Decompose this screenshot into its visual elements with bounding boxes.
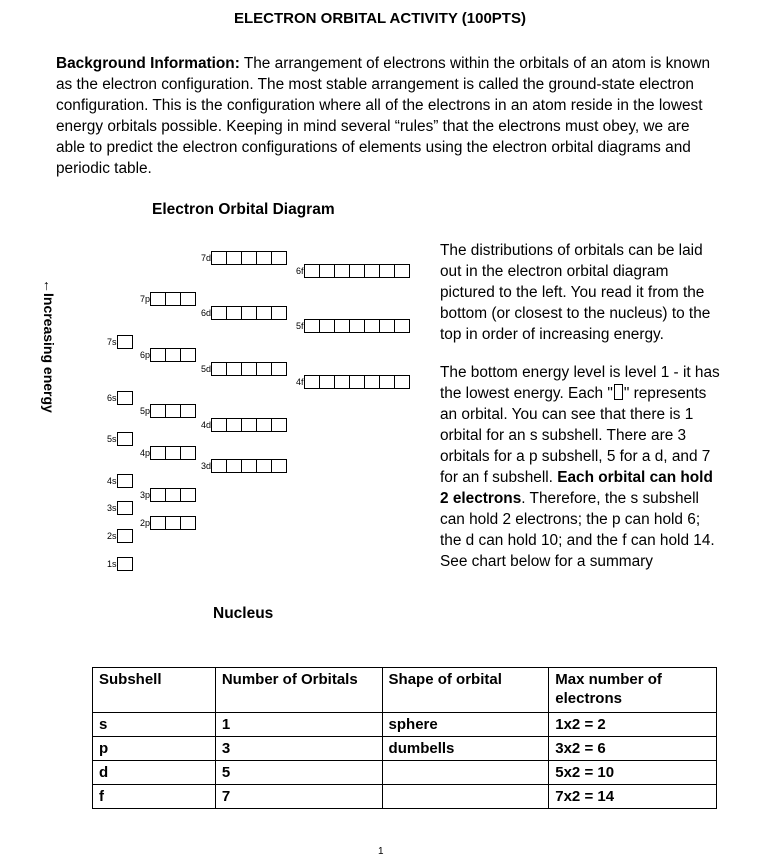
table-cell	[382, 761, 549, 785]
orbital-box	[211, 418, 227, 432]
orbital-box	[117, 529, 133, 543]
table-cell: 5	[215, 761, 382, 785]
energy-axis-label: ←Increasing energy	[41, 279, 57, 413]
orbital-box	[364, 264, 380, 278]
orbital-label: 3p	[140, 490, 151, 500]
orbital-box	[349, 375, 365, 389]
orbital-5f	[296, 319, 410, 333]
orbital-box	[165, 488, 181, 502]
table-cell: 1x2 = 2	[549, 713, 717, 737]
description-bold-rule: Each orbital can hold 2 electrons	[440, 469, 713, 507]
orbital-box	[271, 362, 287, 376]
orbital-box	[364, 319, 380, 333]
orbital-4p	[140, 446, 196, 460]
orbital-label: 1s	[107, 559, 117, 569]
orbital-box	[319, 375, 335, 389]
orbital-box	[150, 348, 166, 362]
orbital-5d	[201, 362, 287, 376]
orbital-box	[241, 362, 257, 376]
table-cell: 5x2 = 10	[549, 761, 717, 785]
orbital-box	[304, 375, 320, 389]
orbital-3s	[107, 501, 133, 515]
orbital-box	[319, 264, 335, 278]
table-cell: d	[93, 761, 216, 785]
table-row	[93, 737, 717, 761]
orbital-6p	[140, 348, 196, 362]
table-cell	[382, 785, 549, 809]
orbital-box	[150, 516, 166, 530]
table-cell: 7	[215, 785, 382, 809]
orbital-label: 4p	[140, 448, 151, 458]
orbital-label: 2s	[107, 531, 117, 541]
orbital-7p	[140, 292, 196, 306]
orbital-label: 6s	[107, 393, 117, 403]
orbital-box	[226, 306, 242, 320]
orbital-6s	[107, 391, 133, 405]
orbital-label: 4f	[296, 377, 304, 387]
orbital-box	[117, 391, 133, 405]
orbital-box	[180, 446, 196, 460]
orbital-box	[165, 292, 181, 306]
orbital-box	[394, 264, 410, 278]
orbital-6f	[296, 264, 410, 278]
orbital-box	[334, 264, 350, 278]
orbital-3p	[140, 488, 196, 502]
table-cell: dumbells	[382, 737, 549, 761]
background-heading: Background Information:	[56, 55, 240, 72]
summary-table	[92, 667, 717, 809]
orbital-6d	[201, 306, 287, 320]
orbital-box	[349, 264, 365, 278]
description-paragraph-1: The distributions of orbitals can be laid out in the electron orbital diagram pictured to the left. You read it from the bottom (or closest to the nucleus) to the top in order of increasing energy.	[440, 242, 711, 343]
orbital-7s	[107, 335, 133, 349]
orbital-label: 6d	[201, 308, 212, 318]
orbital-5s	[107, 432, 133, 446]
orbital-box	[180, 292, 196, 306]
table-cell: sphere	[382, 713, 549, 737]
orbital-2p	[140, 516, 196, 530]
orbital-box	[180, 348, 196, 362]
orbital-box	[117, 557, 133, 571]
table-row	[93, 713, 717, 737]
orbital-box	[150, 292, 166, 306]
table-header-cell: Subshell	[93, 668, 216, 713]
page-title: ELECTRON ORBITAL ACTIVITY (100PTS)	[234, 10, 526, 27]
orbital-box-icon	[614, 384, 623, 400]
orbital-label: 4d	[201, 420, 212, 430]
orbital-4d	[201, 418, 287, 432]
orbital-box	[165, 516, 181, 530]
table-cell: 1	[215, 713, 382, 737]
orbital-box	[226, 459, 242, 473]
orbital-box	[364, 375, 380, 389]
orbital-box	[241, 306, 257, 320]
orbital-label: 3d	[201, 461, 212, 471]
orbital-box	[241, 251, 257, 265]
orbital-box	[256, 459, 272, 473]
orbital-box	[394, 375, 410, 389]
orbital-4s	[107, 474, 133, 488]
orbital-box	[211, 459, 227, 473]
orbital-box	[334, 319, 350, 333]
orbital-box	[349, 319, 365, 333]
background-text: The arrangement of electrons within the orbitals of an atom is known as the electron configuration. The most stable arrangement is called the ground-state electron configuration. This is the configuration where all of the electrons in an atom reside in the lowest energy orbitals possible. Keeping in mind several “rules” that the electrons must obey, we are able to predict the electron configurations of elements using the electron orbital diagrams and periodic table.	[56, 55, 711, 177]
orbital-label: 7p	[140, 294, 151, 304]
orbital-box	[334, 375, 350, 389]
table-cell: s	[93, 713, 216, 737]
orbital-box	[271, 459, 287, 473]
orbital-box	[117, 474, 133, 488]
table-cell: p	[93, 737, 216, 761]
orbital-box	[256, 306, 272, 320]
nucleus-label: Nucleus	[213, 605, 274, 622]
orbital-box	[226, 251, 242, 265]
orbital-label: 5s	[107, 434, 117, 444]
orbital-label: 5d	[201, 364, 212, 374]
orbital-5p	[140, 404, 196, 418]
table-row	[93, 761, 717, 785]
orbital-box	[117, 335, 133, 349]
orbital-7d	[201, 251, 287, 265]
orbital-box	[256, 251, 272, 265]
orbital-box	[150, 404, 166, 418]
orbital-box	[379, 319, 395, 333]
background-paragraph	[56, 53, 716, 179]
orbital-box	[211, 251, 227, 265]
diagram-title: Electron Orbital Diagram	[152, 201, 335, 218]
orbital-1s	[107, 557, 133, 571]
orbital-box	[211, 362, 227, 376]
orbital-label: 5p	[140, 406, 151, 416]
orbital-box	[180, 404, 196, 418]
table-cell: 3	[215, 737, 382, 761]
orbital-4f	[296, 375, 410, 389]
table-header-row	[93, 668, 717, 713]
orbital-box	[304, 264, 320, 278]
orbital-label: 6f	[296, 266, 304, 276]
description-paragraph-2	[440, 362, 720, 572]
orbital-box	[271, 306, 287, 320]
table-header-cell: Shape of orbital	[382, 668, 549, 713]
orbital-box	[256, 418, 272, 432]
orbital-box	[256, 362, 272, 376]
orbital-box	[241, 459, 257, 473]
orbital-label: 5f	[296, 321, 304, 331]
orbital-label: 6p	[140, 350, 151, 360]
description-text-b: " represents an orbital. You can see that there is 1 orbital for an s subshell. There are 3 orbitals for a p subshell, 5 for a d, and 7 for an f subshell.	[440, 385, 711, 486]
orbital-label: 7s	[107, 337, 117, 347]
orbital-box	[226, 362, 242, 376]
orbital-box	[150, 446, 166, 460]
orbital-box	[180, 488, 196, 502]
orbital-box	[165, 348, 181, 362]
table-row	[93, 785, 717, 809]
table-cell: 7x2 = 14	[549, 785, 717, 809]
orbital-label: 3s	[107, 503, 117, 513]
table-header-cell: Max number of electrons	[549, 668, 717, 713]
orbital-box	[241, 418, 257, 432]
orbital-box	[211, 306, 227, 320]
description-text-a: The bottom energy level is level 1 - it has the lowest energy. Each "	[440, 364, 720, 402]
orbital-box	[117, 501, 133, 515]
orbital-3d	[201, 459, 287, 473]
orbital-box	[180, 516, 196, 530]
orbital-box	[165, 404, 181, 418]
page-number: 1	[378, 846, 384, 857]
table-cell: f	[93, 785, 216, 809]
orbital-box	[226, 418, 242, 432]
table-cell: 3x2 = 6	[549, 737, 717, 761]
orbital-box	[379, 264, 395, 278]
orbital-label: 7d	[201, 253, 212, 263]
orbital-box	[271, 418, 287, 432]
table-header-cell: Number of Orbitals	[215, 668, 382, 713]
orbital-2s	[107, 529, 133, 543]
orbital-box	[394, 319, 410, 333]
orbital-label: 2p	[140, 518, 151, 528]
orbital-box	[165, 446, 181, 460]
orbital-box	[150, 488, 166, 502]
orbital-box	[117, 432, 133, 446]
orbital-box	[379, 375, 395, 389]
orbital-box	[271, 251, 287, 265]
orbital-box	[319, 319, 335, 333]
description-text-c: . Therefore, the s subshell can hold 2 electrons; the p can hold 6; the d can hold 10; and the f can hold 14. See chart below for a summary	[440, 490, 715, 570]
orbital-box	[304, 319, 320, 333]
orbital-label: 4s	[107, 476, 117, 486]
